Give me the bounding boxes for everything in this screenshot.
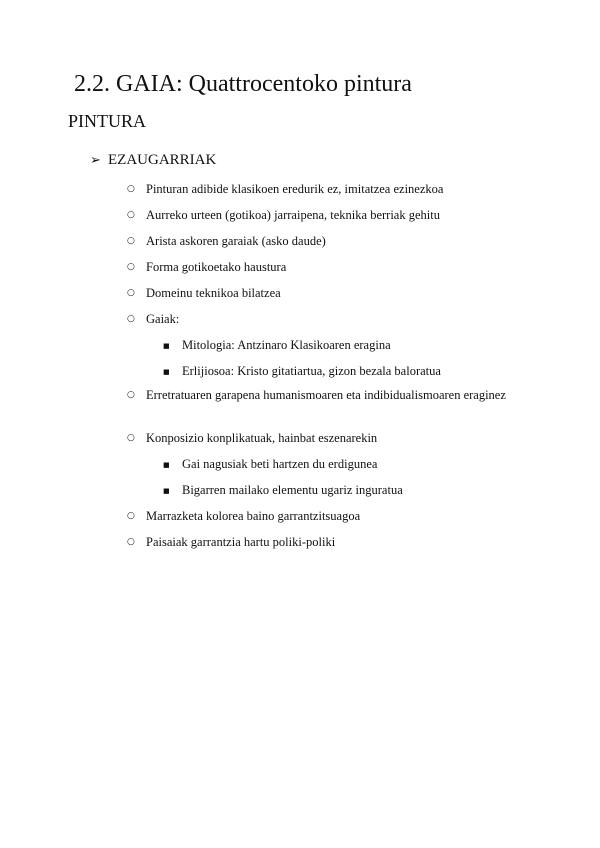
circle-bullet-icon: ○ [127,390,135,400]
circle-bullet-icon: ○ [127,236,135,246]
sub-list-item [163,482,522,499]
list-item-text: Gaiak: [146,312,180,326]
list-item [127,285,526,302]
square-bullet-icon: ■ [163,368,170,376]
square-bullet-icon: ■ [163,487,170,495]
circle-bullet-icon: ○ [127,184,135,194]
list-item-text: Domeinu teknikoa bilatzea [146,286,281,300]
list-item-text: Erlijiosoa: Kristo gitatiartua, gizon bezala baloratua [182,364,441,378]
list-item [127,311,526,328]
circle-bullet-icon: ○ [127,210,135,220]
list-item [127,181,526,198]
list-item-text: Bigarren mailako elementu ugariz inguratua [182,483,403,497]
list-item-text: Mitologia: Antzinaro Klasikoaren eragina [182,338,391,352]
arrow-bullet-icon: ➢ [90,153,101,168]
list-item [127,508,526,525]
list-item [127,207,526,224]
list-item-text: Erretratuaren garapena humanismoaren eta indibidualismoaren eraginez [146,388,506,402]
list-item-text: Paisaiak garrantzia hartu poliki-poliki [146,535,336,549]
list-item [127,534,526,551]
sub-list-item [163,337,522,354]
list-item-text: Gai nagusiak beti hartzen du erdigunea [182,457,378,471]
list-item-text: Pinturan adibide klasikoen eredurik ez, imitatzea ezinezkoa [146,182,444,196]
list-item [127,233,526,250]
list-item-text: Konposizio konplikatuak, hainbat eszenarekin [146,431,378,445]
list-item [127,430,526,447]
list-item-text: Forma gotikoetako haustura [146,260,287,274]
circle-bullet-icon: ○ [127,314,135,324]
subsection-heading [90,150,216,171]
list-item-text: Aurreko urteen (gotikoa) jarraipena, teknika berriak gehitu [146,208,440,222]
circle-bullet-icon: ○ [127,288,135,298]
square-bullet-icon: ■ [163,342,170,350]
sub-list-item [163,456,522,473]
list-item-text: Marrazketa kolorea baino garrantzitsuagoa [146,509,361,523]
circle-bullet-icon: ○ [127,537,135,547]
subsection-label: EZAUGARRIAK [108,152,217,168]
square-bullet-icon: ■ [163,461,170,469]
list-item-text: Arista askoren garaiak (asko daude) [146,234,326,248]
list-item [127,259,526,276]
sub-list-item [163,363,522,380]
circle-bullet-icon: ○ [127,262,135,272]
page-title: 2.2. GAIA: Quattrocentoko pintura [74,71,412,97]
list-item [127,387,526,404]
section-heading: PINTURA [68,111,147,131]
circle-bullet-icon: ○ [127,511,135,521]
circle-bullet-icon: ○ [127,433,135,443]
